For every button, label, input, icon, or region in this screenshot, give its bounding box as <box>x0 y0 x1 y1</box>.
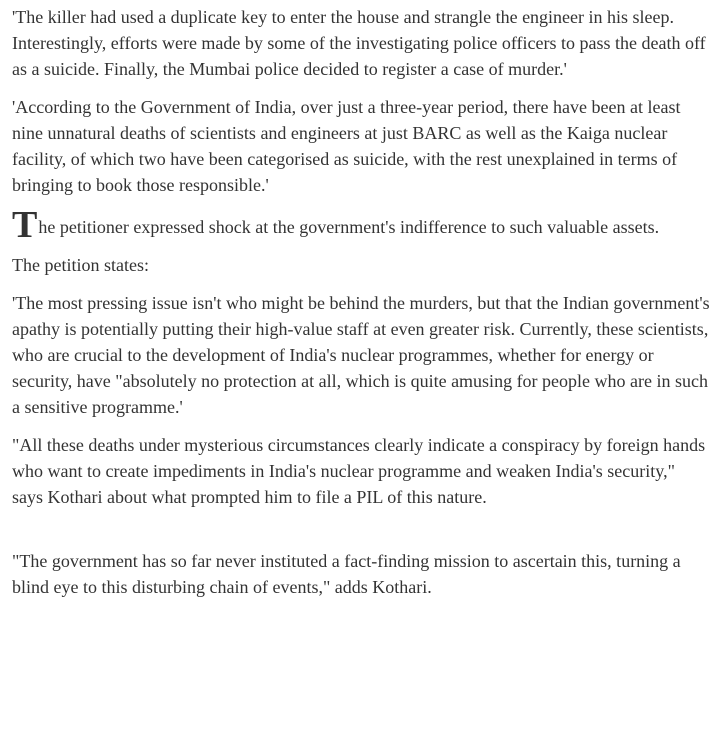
paragraph-killer-quote: 'The killer had used a duplicate key to enter the house and strangle the engineer in his sleep. Interestingly, efforts were made by some of the investigating police officers to pass the death off as a suicide. Finally, the Mumbai police decided to register a case of murder.' <box>12 7 706 79</box>
paragraph-spacer <box>12 522 710 548</box>
paragraph-petitioner-text: he petitioner expressed shock at the government's indifference to such valuable assets. <box>38 217 660 237</box>
paragraph-petitioner <box>12 204 710 246</box>
paragraph-kothari-fact-finding-quote: "The government has so far never instituted a fact-finding mission to ascertain this, turning a blind eye to this disturbing chain of events," adds Kothari. <box>12 551 681 597</box>
drop-cap-letter: T <box>12 204 38 246</box>
paragraph-kothari-conspiracy-quote: "All these deaths under mysterious circumstances clearly indicate a conspiracy by foreign hands who want to create impediments in India's nuclear programme and weaken India's security," says Kothari about what prompted him to file a PIL of this nature. <box>12 435 706 507</box>
paragraph-government-quote: 'According to the Government of India, over just a three-year period, there have been at least nine unnatural deaths of scientists and engineers at just BARC as well as the Kaiga nuclear facility, of which two have been categorised as suicide, with the rest unexplained in terms of bringing to book those responsible.' <box>12 97 681 195</box>
paragraph-petition-states: The petition states: <box>12 255 149 275</box>
paragraph-pressing-issue-quote: 'The most pressing issue isn't who might be behind the murders, but that the Indian government's apathy is potentially putting their high-value staff at even greater risk. Currently, these scientists, who are crucial to the development of India's nuclear programmes, whether for energy or security, have "absolutely no protection at all, which is quite amusing for people who are in such a sensitive programme.' <box>12 293 710 417</box>
